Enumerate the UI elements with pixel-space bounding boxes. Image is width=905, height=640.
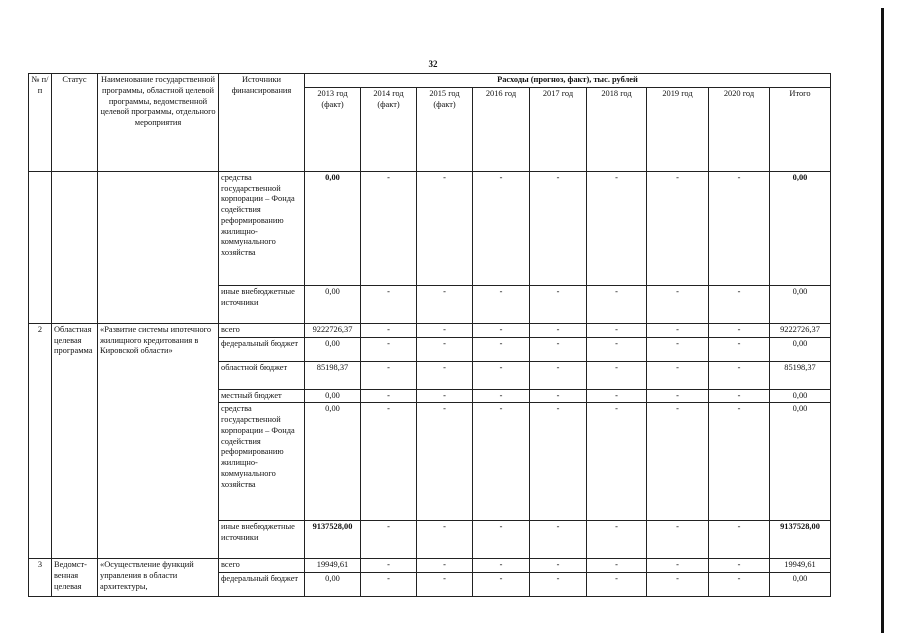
- value-total: 85198,37: [770, 361, 831, 389]
- value-2013: 0,00: [305, 285, 361, 323]
- value-dash: -: [417, 337, 473, 361]
- value-dash: -: [417, 521, 473, 559]
- name-cell: [98, 171, 219, 323]
- value-dash: -: [417, 403, 473, 521]
- value-dash: -: [473, 337, 530, 361]
- source-cell: средства государственной корпорации – Фонда содействия реформированию жилищно-коммунального хозяйства: [219, 171, 305, 285]
- value-total: 0,00: [770, 285, 831, 323]
- value-dash: -: [361, 285, 417, 323]
- value-dash: -: [361, 521, 417, 559]
- value-dash: -: [647, 521, 709, 559]
- value-total: 9222726,37: [770, 323, 831, 337]
- financing-table: [28, 73, 831, 597]
- header-year: 2015 год (факт): [417, 87, 473, 171]
- value-dash: -: [473, 403, 530, 521]
- value-dash: -: [530, 559, 587, 573]
- value-total: 0,00: [770, 389, 831, 403]
- value-dash: -: [709, 403, 770, 521]
- num-cell: [29, 171, 52, 323]
- value-dash: -: [587, 171, 647, 285]
- value-dash: -: [361, 361, 417, 389]
- value-dash: -: [587, 521, 647, 559]
- header-expenses: Расходы (прогноз, факт), тыс. рублей: [305, 74, 831, 88]
- header-year: 2020 год: [709, 87, 770, 171]
- header-row: [29, 74, 831, 88]
- header-year: 2019 год: [647, 87, 709, 171]
- value-dash: -: [647, 361, 709, 389]
- value-dash: -: [587, 559, 647, 573]
- value-dash: -: [587, 361, 647, 389]
- program-num: 2: [29, 323, 52, 559]
- source-cell: местный бюджет: [219, 389, 305, 403]
- value-dash: -: [417, 361, 473, 389]
- header-status: Статус: [52, 74, 98, 172]
- header-num: № п/п: [29, 74, 52, 172]
- source-cell: федеральный бюджет: [219, 337, 305, 361]
- value-total: 0,00: [770, 337, 831, 361]
- value-total: 0,00: [770, 403, 831, 521]
- value-total: 9137528,00: [770, 521, 831, 559]
- source-cell: всего: [219, 559, 305, 573]
- program-status: Областная целевая программа: [52, 323, 98, 559]
- value-dash: -: [530, 285, 587, 323]
- value-dash: -: [473, 521, 530, 559]
- value-dash: -: [587, 403, 647, 521]
- value-total: 19949,61: [770, 559, 831, 573]
- value-dash: -: [587, 337, 647, 361]
- table-row: [29, 323, 831, 337]
- scan-edge-bar: [881, 8, 884, 633]
- value-dash: -: [709, 389, 770, 403]
- value-dash: -: [417, 559, 473, 573]
- value-dash: -: [417, 323, 473, 337]
- value-dash: -: [709, 573, 770, 597]
- value-dash: -: [361, 171, 417, 285]
- value-dash: -: [473, 361, 530, 389]
- header-year-total: Итого: [770, 87, 831, 171]
- table-row: [29, 559, 831, 573]
- value-2013: 0,00: [305, 403, 361, 521]
- value-total: 0,00: [770, 573, 831, 597]
- value-2013: 9137528,00: [305, 521, 361, 559]
- value-2013: 0,00: [305, 171, 361, 285]
- header-name: Наименование государственной программы, областной целевой программы, ведомственной целевой программы, отдельного мероприятия: [98, 74, 219, 172]
- value-dash: -: [709, 323, 770, 337]
- value-dash: -: [417, 171, 473, 285]
- value-dash: -: [473, 171, 530, 285]
- value-dash: -: [530, 403, 587, 521]
- status-cell: [52, 171, 98, 323]
- program-name: «Развитие системы ипотечного жилищного кредитования в Кировской области»: [98, 323, 219, 559]
- page-number: 32: [428, 59, 438, 69]
- value-dash: -: [417, 389, 473, 403]
- value-dash: -: [647, 337, 709, 361]
- value-dash: -: [587, 323, 647, 337]
- value-2013: 9222726,37: [305, 323, 361, 337]
- source-cell: федеральный бюджет: [219, 573, 305, 597]
- value-total: 0,00: [770, 171, 831, 285]
- value-dash: -: [361, 573, 417, 597]
- value-dash: -: [709, 559, 770, 573]
- value-dash: -: [473, 559, 530, 573]
- header-year: 2017 год: [530, 87, 587, 171]
- value-2013: 0,00: [305, 573, 361, 597]
- value-dash: -: [417, 573, 473, 597]
- value-dash: -: [647, 285, 709, 323]
- value-dash: -: [647, 323, 709, 337]
- value-dash: -: [530, 573, 587, 597]
- source-cell: областной бюджет: [219, 361, 305, 389]
- value-dash: -: [361, 323, 417, 337]
- value-dash: -: [361, 389, 417, 403]
- header-sources: Источники финансирования: [219, 74, 305, 172]
- header-year: 2018 год: [587, 87, 647, 171]
- value-dash: -: [361, 337, 417, 361]
- value-dash: -: [709, 361, 770, 389]
- value-dash: -: [709, 337, 770, 361]
- value-dash: -: [647, 171, 709, 285]
- value-dash: -: [647, 403, 709, 521]
- header-year: 2014 год (факт): [361, 87, 417, 171]
- value-2013: 85198,37: [305, 361, 361, 389]
- value-dash: -: [709, 285, 770, 323]
- value-dash: -: [530, 323, 587, 337]
- value-dash: -: [587, 573, 647, 597]
- header-year: 2016 год: [473, 87, 530, 171]
- value-dash: -: [473, 285, 530, 323]
- value-dash: -: [361, 559, 417, 573]
- value-dash: -: [530, 171, 587, 285]
- value-dash: -: [473, 323, 530, 337]
- program-status: Ведомст-венная целевая: [52, 559, 98, 597]
- value-dash: -: [587, 285, 647, 323]
- value-dash: -: [361, 403, 417, 521]
- value-dash: -: [647, 389, 709, 403]
- value-dash: -: [709, 521, 770, 559]
- value-dash: -: [473, 573, 530, 597]
- value-dash: -: [647, 559, 709, 573]
- program-num: 3: [29, 559, 52, 597]
- value-dash: -: [530, 337, 587, 361]
- value-dash: -: [647, 573, 709, 597]
- source-cell: иные внебюджетные источники: [219, 285, 305, 323]
- value-dash: -: [473, 389, 530, 403]
- value-dash: -: [417, 285, 473, 323]
- source-cell: иные внебюджетные источники: [219, 521, 305, 559]
- table-row: [29, 171, 831, 285]
- value-dash: -: [530, 389, 587, 403]
- value-dash: -: [530, 521, 587, 559]
- source-cell: средства государственной корпорации – Фонда содействия реформированию жилищно-коммунального хозяйства: [219, 403, 305, 521]
- source-cell: всего: [219, 323, 305, 337]
- value-dash: -: [709, 171, 770, 285]
- value-2013: 19949,61: [305, 559, 361, 573]
- value-2013: 0,00: [305, 389, 361, 403]
- program-name: «Осуществление функций управления в области архитектуры,: [98, 559, 219, 597]
- value-dash: -: [587, 389, 647, 403]
- header-year: 2013 год (факт): [305, 87, 361, 171]
- value-dash: -: [530, 361, 587, 389]
- value-2013: 0,00: [305, 337, 361, 361]
